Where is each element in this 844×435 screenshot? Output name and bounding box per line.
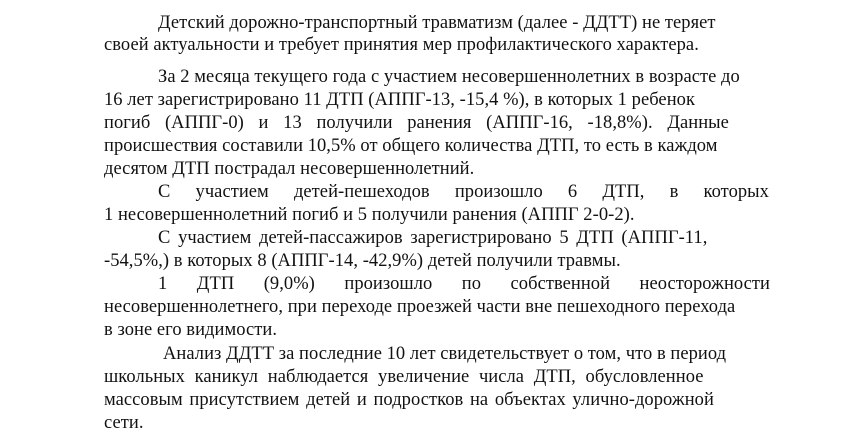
text-line-10: С участием детей-пассажиров зарегистрировано 5 ДТП (АППГ-11, [158,228,708,248]
text-line-17: массовым присутствием детей и подростков на объектах улично-дорожной [104,390,714,410]
text-line-11: -54,5%,) в которых 8 (АППГ-14, -42,9%) детей получили травмы. [104,251,621,271]
word: в [669,182,679,202]
word: которых [703,182,769,202]
word: произошло [454,182,543,202]
text-line-4: 16 лет зарегистрировано 11 ДТП (АППГ-13, -15,4 %), в которых 1 ребенок [104,90,695,110]
word: 1 [158,274,168,294]
text-line-13: несовершеннолетнего, при переходе проезжей части вне пешеходного перехода [104,297,736,317]
word: неосторожности [639,274,770,294]
text-line-15: Анализ ДДТТ за последние 10 лет свидетельствует о том, что в период [163,344,727,364]
word: 6 [567,182,578,202]
word: произошло [344,274,433,294]
text-line-5: погиб (АППГ-0) и 13 получили ранения (АППГ-16, -18,8%). Данные [104,113,729,133]
word: ДТП [196,274,235,294]
text-line-16: школьных каникул наблюдается увеличение числа ДТП, обусловленное [104,367,704,387]
word: по [461,274,482,294]
text-line-6: происшествия составили 10,5% от общего количества ДТП, то есть в каждом [104,136,718,156]
word: ДТП, [602,182,645,202]
text-line-8 [158,181,769,203]
word: С [158,182,171,202]
text-line-1: Детский дорожно-транспортный травматизм (далее - ДДТТ) не теряет [158,13,716,33]
text-line-12 [158,273,770,295]
text-line-3: За 2 месяца текущего года с участием несовершеннолетних в возрасте до [158,67,740,87]
word: собственной [510,274,611,294]
text-line-14: в зоне его видимости. [104,320,277,340]
text-line-2: своей актуальности и требует принятия мер профилактического характера. [104,35,699,55]
text-line-7: десятом ДТП пострадал несовершеннолетний. [104,159,475,179]
word: (9,0%) [263,274,315,294]
text-line-9: 1 несовершеннолетний погиб и 5 получили ранения (АППГ 2-0-2). [104,205,635,225]
word: участием [195,182,269,202]
word: детей-пешеходов [293,182,430,202]
text-line-18: сети. [104,413,144,433]
